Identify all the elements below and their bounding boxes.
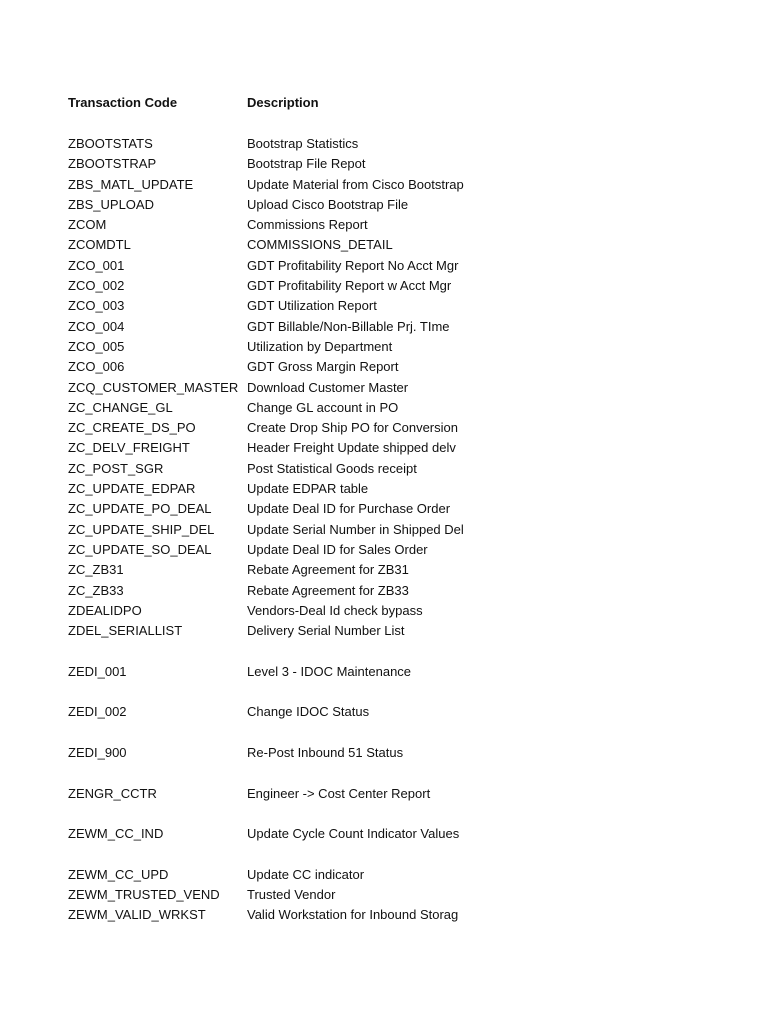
description-cell: Update Cycle Count Indicator Values [247, 826, 460, 842]
description-cell: Download Customer Master [247, 379, 409, 395]
table-row [68, 905, 748, 925]
table-row [68, 479, 748, 499]
description-cell: COMMISSIONS_DETAIL [247, 237, 393, 253]
transaction-code-cell: ZC_UPDATE_PO_DEAL [68, 501, 212, 517]
table-row [68, 662, 748, 682]
description-cell: Rebate Agreement for ZB31 [247, 562, 409, 578]
description-cell: GDT Utilization Report [247, 298, 377, 314]
description-cell: Change GL account in PO [247, 399, 399, 415]
transaction-code-cell: ZEWM_CC_IND [68, 826, 164, 842]
table-row [68, 195, 748, 215]
transaction-code-cell: ZC_UPDATE_SO_DEAL [68, 541, 212, 557]
transaction-code-cell: ZCO_002 [68, 278, 125, 294]
transaction-code-table [68, 93, 748, 926]
table-row [68, 357, 748, 377]
description-cell: Create Drop Ship PO for Conversion [247, 420, 458, 436]
table-row [68, 378, 748, 398]
table-row [68, 581, 748, 601]
description-cell: Bootstrap Statistics [247, 136, 359, 151]
transaction-code-cell: ZBS_MATL_UPDATE [68, 176, 194, 192]
transaction-code-cell: ZBS_UPLOAD [68, 196, 154, 212]
table-row [68, 520, 748, 540]
transaction-code-cell: ZC_CHANGE_GL [68, 399, 173, 415]
table-row [68, 276, 748, 296]
description-cell: Change IDOC Status [247, 704, 370, 720]
transaction-code-cell: ZCO_005 [68, 338, 125, 354]
description-cell: Re-Post Inbound 51 Status [247, 744, 404, 760]
description-cell: Header Freight Update shipped delv [247, 440, 456, 456]
description-cell: Bootstrap File Repot [247, 156, 366, 172]
description-cell: Valid Workstation for Inbound Storag [247, 907, 459, 923]
description-cell: Update CC indicator [247, 866, 365, 882]
table-body [68, 134, 748, 926]
transaction-code-cell: ZCO_006 [68, 359, 125, 375]
header-transaction-code: Transaction Code [68, 95, 178, 110]
description-cell: Upload Cisco Bootstrap File [247, 196, 409, 212]
table-row [68, 398, 748, 418]
description-cell: Update Material from Cisco Bootstrap [247, 176, 464, 192]
table-header [68, 93, 748, 113]
table-row [68, 865, 748, 885]
description-cell: Post Statistical Goods receipt [247, 460, 417, 476]
transaction-code-cell: ZBOOTSTRAP [68, 156, 157, 172]
transaction-code-cell: ZDEALIDPO [68, 602, 142, 618]
table-row [68, 560, 748, 580]
transaction-code-cell: ZBOOTSTATS [68, 136, 153, 151]
table-row [68, 702, 748, 722]
transaction-code-cell: ZCO_001 [68, 257, 125, 273]
table-row [68, 499, 748, 519]
table-row [68, 175, 748, 195]
description-cell: Update Deal ID for Purchase Order [247, 501, 451, 517]
table-row [68, 134, 748, 154]
table-row [68, 235, 748, 255]
table-row [68, 601, 748, 621]
description-cell: Vendors-Deal Id check bypass [247, 602, 423, 618]
transaction-code-cell: ZEDI_900 [68, 744, 127, 760]
table-row [68, 317, 748, 337]
transaction-code-cell: ZCO_004 [68, 318, 125, 334]
description-cell: Engineer -> Cost Center Report [247, 785, 431, 801]
table-row [68, 337, 748, 357]
table-row [68, 885, 748, 905]
header-spacer [68, 113, 748, 134]
transaction-code-cell: ZCOMDTL [68, 237, 131, 253]
transaction-code-cell: ZCO_003 [68, 298, 125, 314]
transaction-code-cell: ZC_DELV_FREIGHT [68, 440, 190, 456]
table-row [68, 824, 748, 844]
transaction-code-cell: ZC_ZB33 [68, 582, 124, 598]
description-cell: Update Deal ID for Sales Order [247, 541, 428, 557]
description-cell: Commissions Report [247, 217, 368, 233]
description-cell: GDT Profitability Report w Acct Mgr [247, 278, 452, 294]
transaction-code-cell: ZDEL_SERIALLIST [68, 623, 183, 639]
transaction-code-cell: ZCOM [68, 217, 107, 233]
transaction-code-cell: ZC_ZB31 [68, 562, 124, 578]
transaction-code-cell: ZEDI_001 [68, 663, 127, 679]
transaction-code-cell: ZCQ_CUSTOMER_MASTER [68, 379, 239, 395]
table-row [68, 459, 748, 479]
table-row [68, 540, 748, 560]
description-cell: Rebate Agreement for ZB33 [247, 582, 409, 598]
header-description: Description [247, 95, 319, 110]
description-cell: Update EDPAR table [247, 481, 369, 497]
description-cell: GDT Gross Margin Report [247, 359, 399, 375]
table-row [68, 296, 748, 316]
transaction-code-cell: ZEDI_002 [68, 704, 127, 720]
table-row [68, 418, 748, 438]
transaction-code-cell: ZC_UPDATE_EDPAR [68, 481, 196, 497]
table-row [68, 256, 748, 276]
description-cell: Trusted Vendor [247, 886, 336, 902]
transaction-code-cell: ZENGR_CCTR [68, 785, 157, 801]
table-row [68, 784, 748, 804]
description-cell: Update Serial Number in Shipped Del [247, 521, 464, 537]
transaction-code-cell: ZEWM_CC_UPD [68, 866, 169, 882]
table-row [68, 621, 748, 641]
table-row [68, 743, 748, 763]
transaction-code-cell: ZC_CREATE_DS_PO [68, 420, 196, 436]
description-cell: GDT Billable/Non-Billable Prj. TIme [247, 318, 450, 334]
description-cell: Utilization by Department [247, 338, 393, 354]
transaction-code-cell: ZC_UPDATE_SHIP_DEL [68, 521, 215, 537]
transaction-code-cell: ZEWM_TRUSTED_VEND [68, 886, 220, 902]
description-cell: GDT Profitability Report No Acct Mgr [247, 257, 459, 273]
table-row [68, 438, 748, 458]
transaction-code-cell: ZEWM_VALID_WRKST [68, 907, 206, 923]
transaction-code-cell: ZC_POST_SGR [68, 460, 164, 476]
description-cell: Level 3 - IDOC Maintenance [247, 663, 412, 679]
table-row [68, 154, 748, 174]
table-row [68, 215, 748, 235]
description-cell: Delivery Serial Number List [247, 623, 405, 639]
